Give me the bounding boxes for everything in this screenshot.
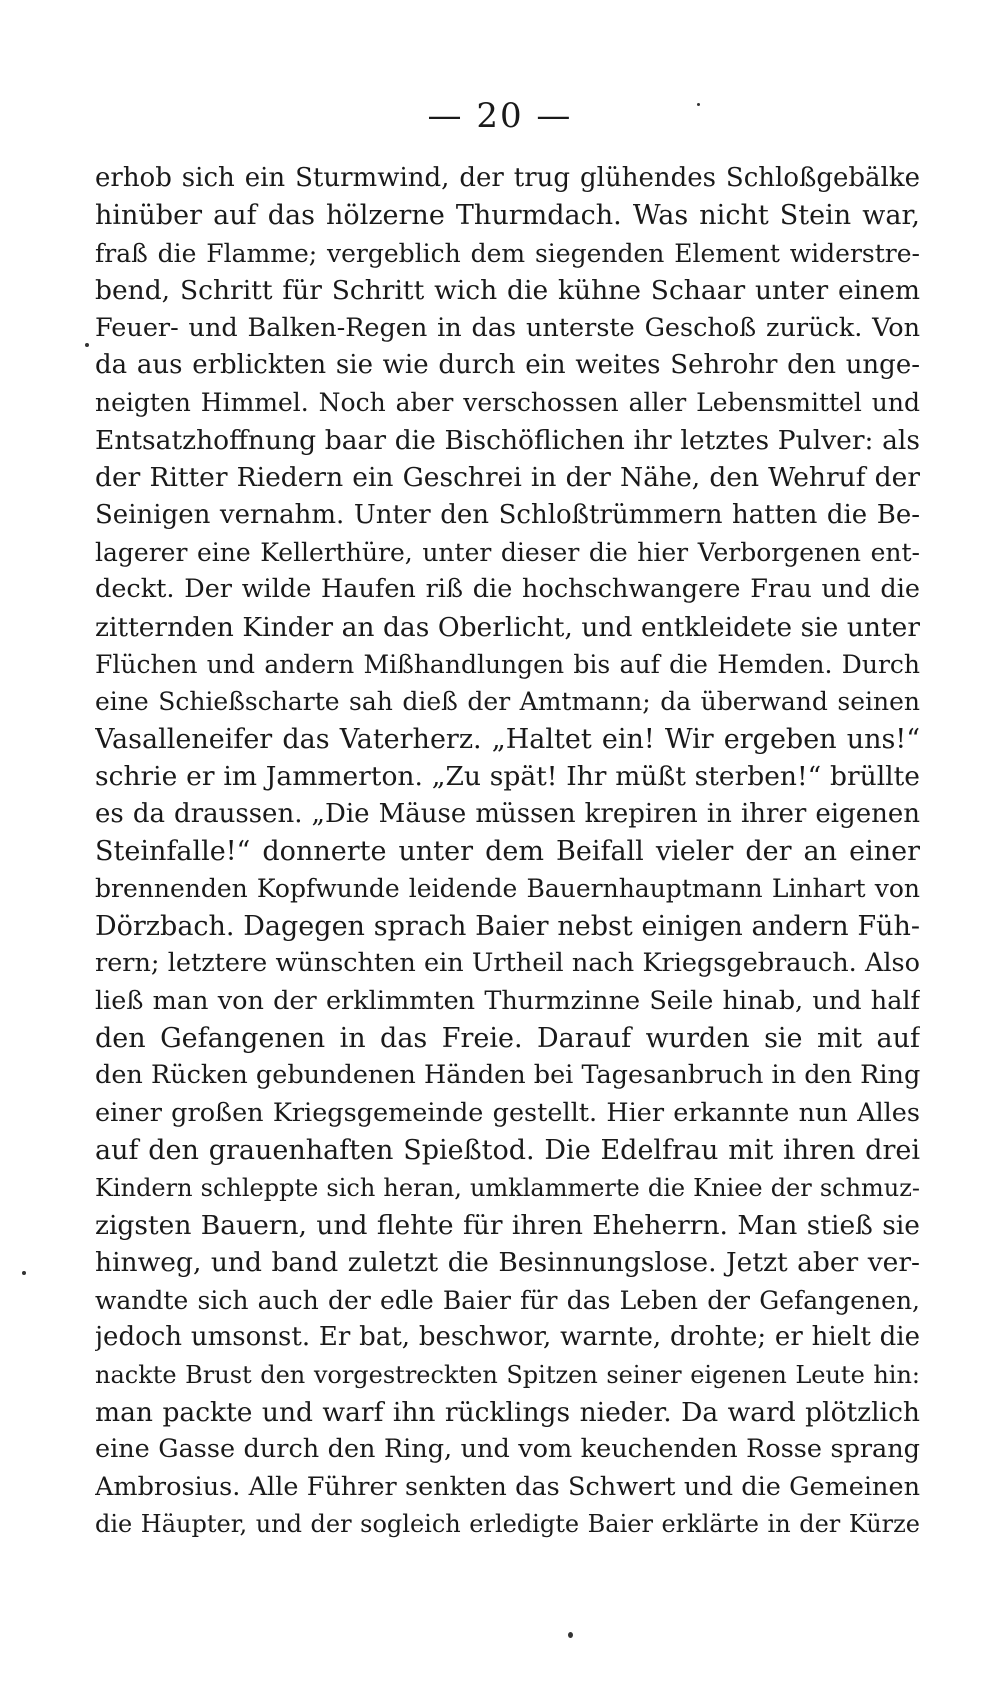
text-line: erhob sich ein Sturmwind, der trug glühendes Schloßgebälke — [95, 163, 920, 193]
text-line: auf den grauenhaften Spießtod. Die Edelfrau mit ihren drei — [95, 1135, 920, 1167]
text-line: den Gefangenen in das Freie. Darauf wurden sie mit auf — [95, 1022, 920, 1054]
text-line: Seinigen vernahm. Unter den Schloßtrümmern hatten die Be- — [95, 499, 920, 530]
text-line: ließ man von der erklimmten Thurmzinne Seile hinab, und half — [95, 985, 920, 1016]
text-line: hinweg, und band zuletzt die Besinnungslose. Jetzt aber ver- — [95, 1247, 920, 1279]
text-line: jedoch umsonst. Er bat, beschwor, warnte, drohte; er hielt die — [95, 1322, 920, 1353]
text-line: Entsatzhoffnung baar die Bischöflichen ihr letztes Pulver: als — [95, 424, 920, 456]
text-line: den Rücken gebundenen Händen bei Tagesanbruch in den Ring — [95, 1060, 920, 1091]
text-line: Ambrosius. Alle Führer senkten das Schwert und die Gemeinen — [95, 1471, 920, 1502]
text-line: da aus erblickten sie wie durch ein weites Sehrohr den unge- — [95, 349, 920, 380]
print-speck — [697, 103, 700, 106]
text-line: man packte und warf ihn rücklings nieder. Da ward plötzlich — [95, 1396, 920, 1428]
text-line: lagerer eine Kellerthüre, unter dieser die hier Verborgenen ent- — [95, 537, 920, 567]
text-line: die Häupter, und der sogleich erledigte Baier erklärte in der Kürze — [95, 1510, 920, 1539]
text-line: wandte sich auch der edle Baier für das Leben der Gefangenen, — [95, 1285, 920, 1315]
text-line: deckt. Der wilde Haufen riß die hochschwangere Frau und die — [95, 574, 920, 605]
text-line: nackte Brust den vorgestreckten Spitzen seiner eigenen Leute hin: — [95, 1360, 920, 1389]
text-line: es da draussen. „Die Mäuse müssen krepiren in ihrer eigenen — [95, 798, 920, 829]
text-line: Steinfalle!“ donnerte unter dem Beifall vieler der an einer — [95, 836, 920, 868]
text-line: Dörzbach. Dagegen sprach Baier nebst einigen andern Füh- — [95, 910, 920, 942]
text-line: einer großen Kriegsgemeinde gestellt. Hier erkannte nun Alles — [95, 1097, 920, 1128]
text-line: eine Schießscharte sah dieß der Amtmann; da überwand seinen — [95, 687, 920, 717]
text-line: neigten Himmel. Noch aber verschossen aller Lebensmittel und — [95, 388, 920, 418]
text-line: der Ritter Riedern ein Geschrei in der Nähe, den Wehruf der — [95, 462, 920, 494]
text-line: bend, Schritt für Schritt wich die kühne Schaar unter einem — [95, 275, 920, 307]
text-line: Vasalleneifer das Vaterherz. „Haltet ein! Wir ergeben uns!“ — [95, 723, 920, 755]
text-line: schrie er im Jammerton. „Zu spät! Ihr müßt sterben!“ brüllte — [95, 761, 920, 793]
text-line: fraß die Flamme; vergeblich dem siegenden Element widerstre- — [95, 238, 920, 268]
text-line: zigsten Bauern, und flehte für ihren Eheherrn. Man stieß sie — [95, 1209, 920, 1241]
text-line: Feuer- und Balken-Regen in das unterste Geschoß zurück. Von — [95, 312, 920, 343]
text-line: brennenden Kopfwunde leidende Bauernhauptmann Linhart von — [95, 874, 920, 904]
text-line: zitternden Kinder an das Oberlicht, und entkleidete sie unter — [95, 611, 920, 643]
print-speck — [568, 1632, 573, 1638]
body-text — [95, 160, 920, 1543]
text-line: Flüchen und andern Mißhandlungen bis auf die Hemden. Durch — [95, 650, 920, 680]
page-number: — 20 — — [427, 96, 573, 136]
text-line: Kindern schleppte sich heran, umklammerte die Kniee der schmuz- — [95, 1173, 920, 1202]
text-line: eine Gasse durch den Ring, und vom keuchenden Rosse sprang — [95, 1434, 920, 1465]
print-speck — [85, 343, 89, 347]
print-speck — [22, 1271, 26, 1275]
text-line: rern; letztere wünschten ein Urtheil nach Kriegsgebrauch. Also — [95, 948, 920, 979]
text-line: hinüber auf das hölzerne Thurmdach. Was nicht Stein war, — [95, 200, 920, 232]
